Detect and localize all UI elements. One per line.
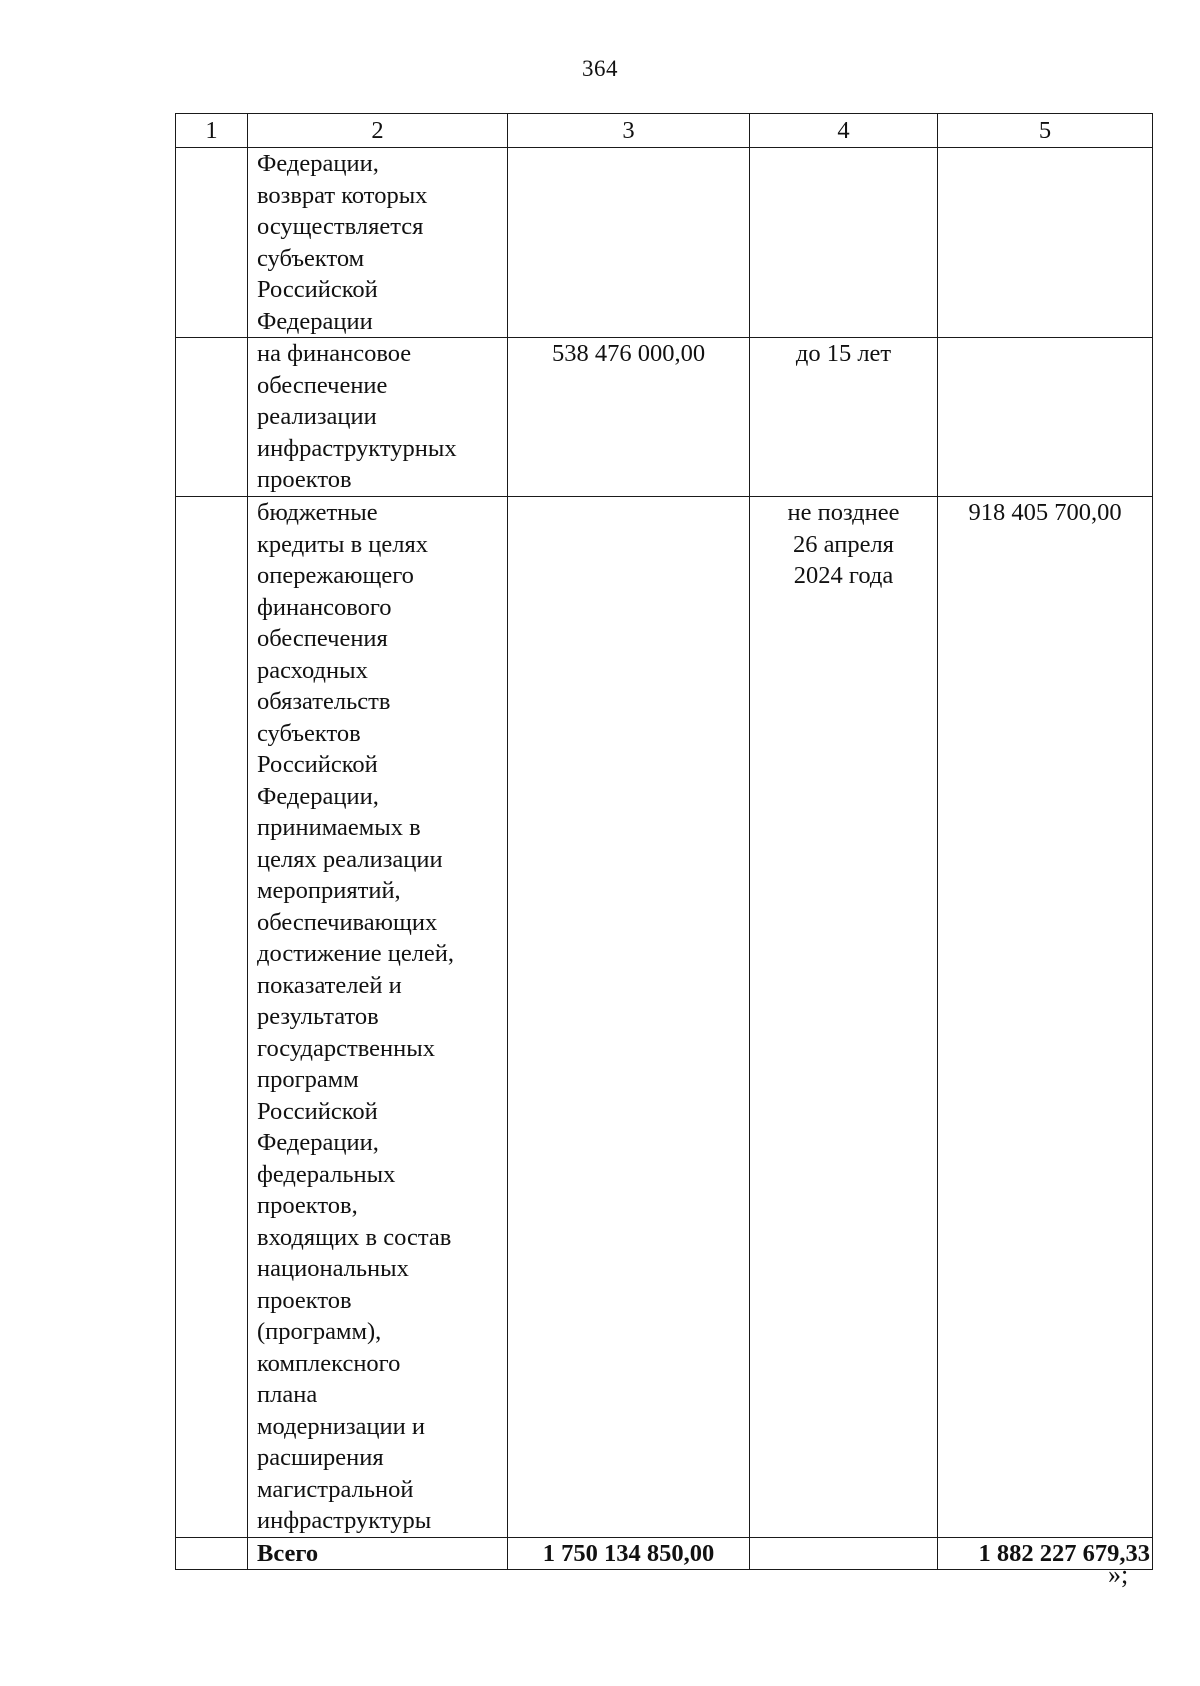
page-number: 364 — [582, 56, 618, 81]
table-row — [176, 497, 1153, 1538]
description-cell: бюджетные кредиты в целях опережающего финансового обеспечения расходных обязательств субъектов Российской Федерации, принимаемых в целях реализации мероприятий, обеспечивающих достижение целей, показателей и результатов государственных программ Российской Федерации, федеральных проектов, входящих в состав национальных проектов (программ), комплексного плана модернизации и расширения магистральной инфраструктуры — [248, 497, 508, 1538]
table-total-row — [176, 1537, 1153, 1570]
description-cell: на финансовое обеспечение реализации инфраструктурных проектов — [248, 338, 508, 497]
row-number-cell — [176, 338, 248, 497]
total-label-cell: Всего — [248, 1537, 508, 1570]
term-cell: не позднее 26 апреля 2024 года — [750, 497, 938, 1538]
table-row — [176, 338, 1153, 497]
term-cell: до 15 лет — [750, 338, 938, 497]
header-col-2: 2 — [248, 114, 508, 148]
table-row — [176, 148, 1153, 338]
amount-cell — [508, 148, 750, 338]
amount-cell: 538 476 000,00 — [508, 338, 750, 497]
amount-cell — [508, 497, 750, 1538]
header-col-1: 1 — [176, 114, 248, 148]
amount-cell-2 — [938, 338, 1153, 497]
term-cell — [750, 148, 938, 338]
total-term-cell — [750, 1537, 938, 1570]
header-col-5: 5 — [938, 114, 1153, 148]
budget-credits-table — [175, 113, 1153, 1570]
total-amount-cell-2: 1 882 227 679,33 — [938, 1537, 1153, 1570]
header-col-3: 3 — [508, 114, 750, 148]
header-col-4: 4 — [750, 114, 938, 148]
row-number-cell — [176, 148, 248, 338]
description-cell: Федерации, возврат которых осуществляется субъектом Российской Федерации — [248, 148, 508, 338]
table-header-row — [176, 114, 1153, 148]
total-amount-cell: 1 750 134 850,00 — [508, 1537, 750, 1570]
row-number-cell — [176, 497, 248, 1538]
total-empty-cell — [176, 1537, 248, 1570]
amount-cell-2 — [938, 148, 1153, 338]
closing-quote-mark: »; — [1108, 1560, 1129, 1589]
amount-cell-2: 918 405 700,00 — [938, 497, 1153, 1538]
